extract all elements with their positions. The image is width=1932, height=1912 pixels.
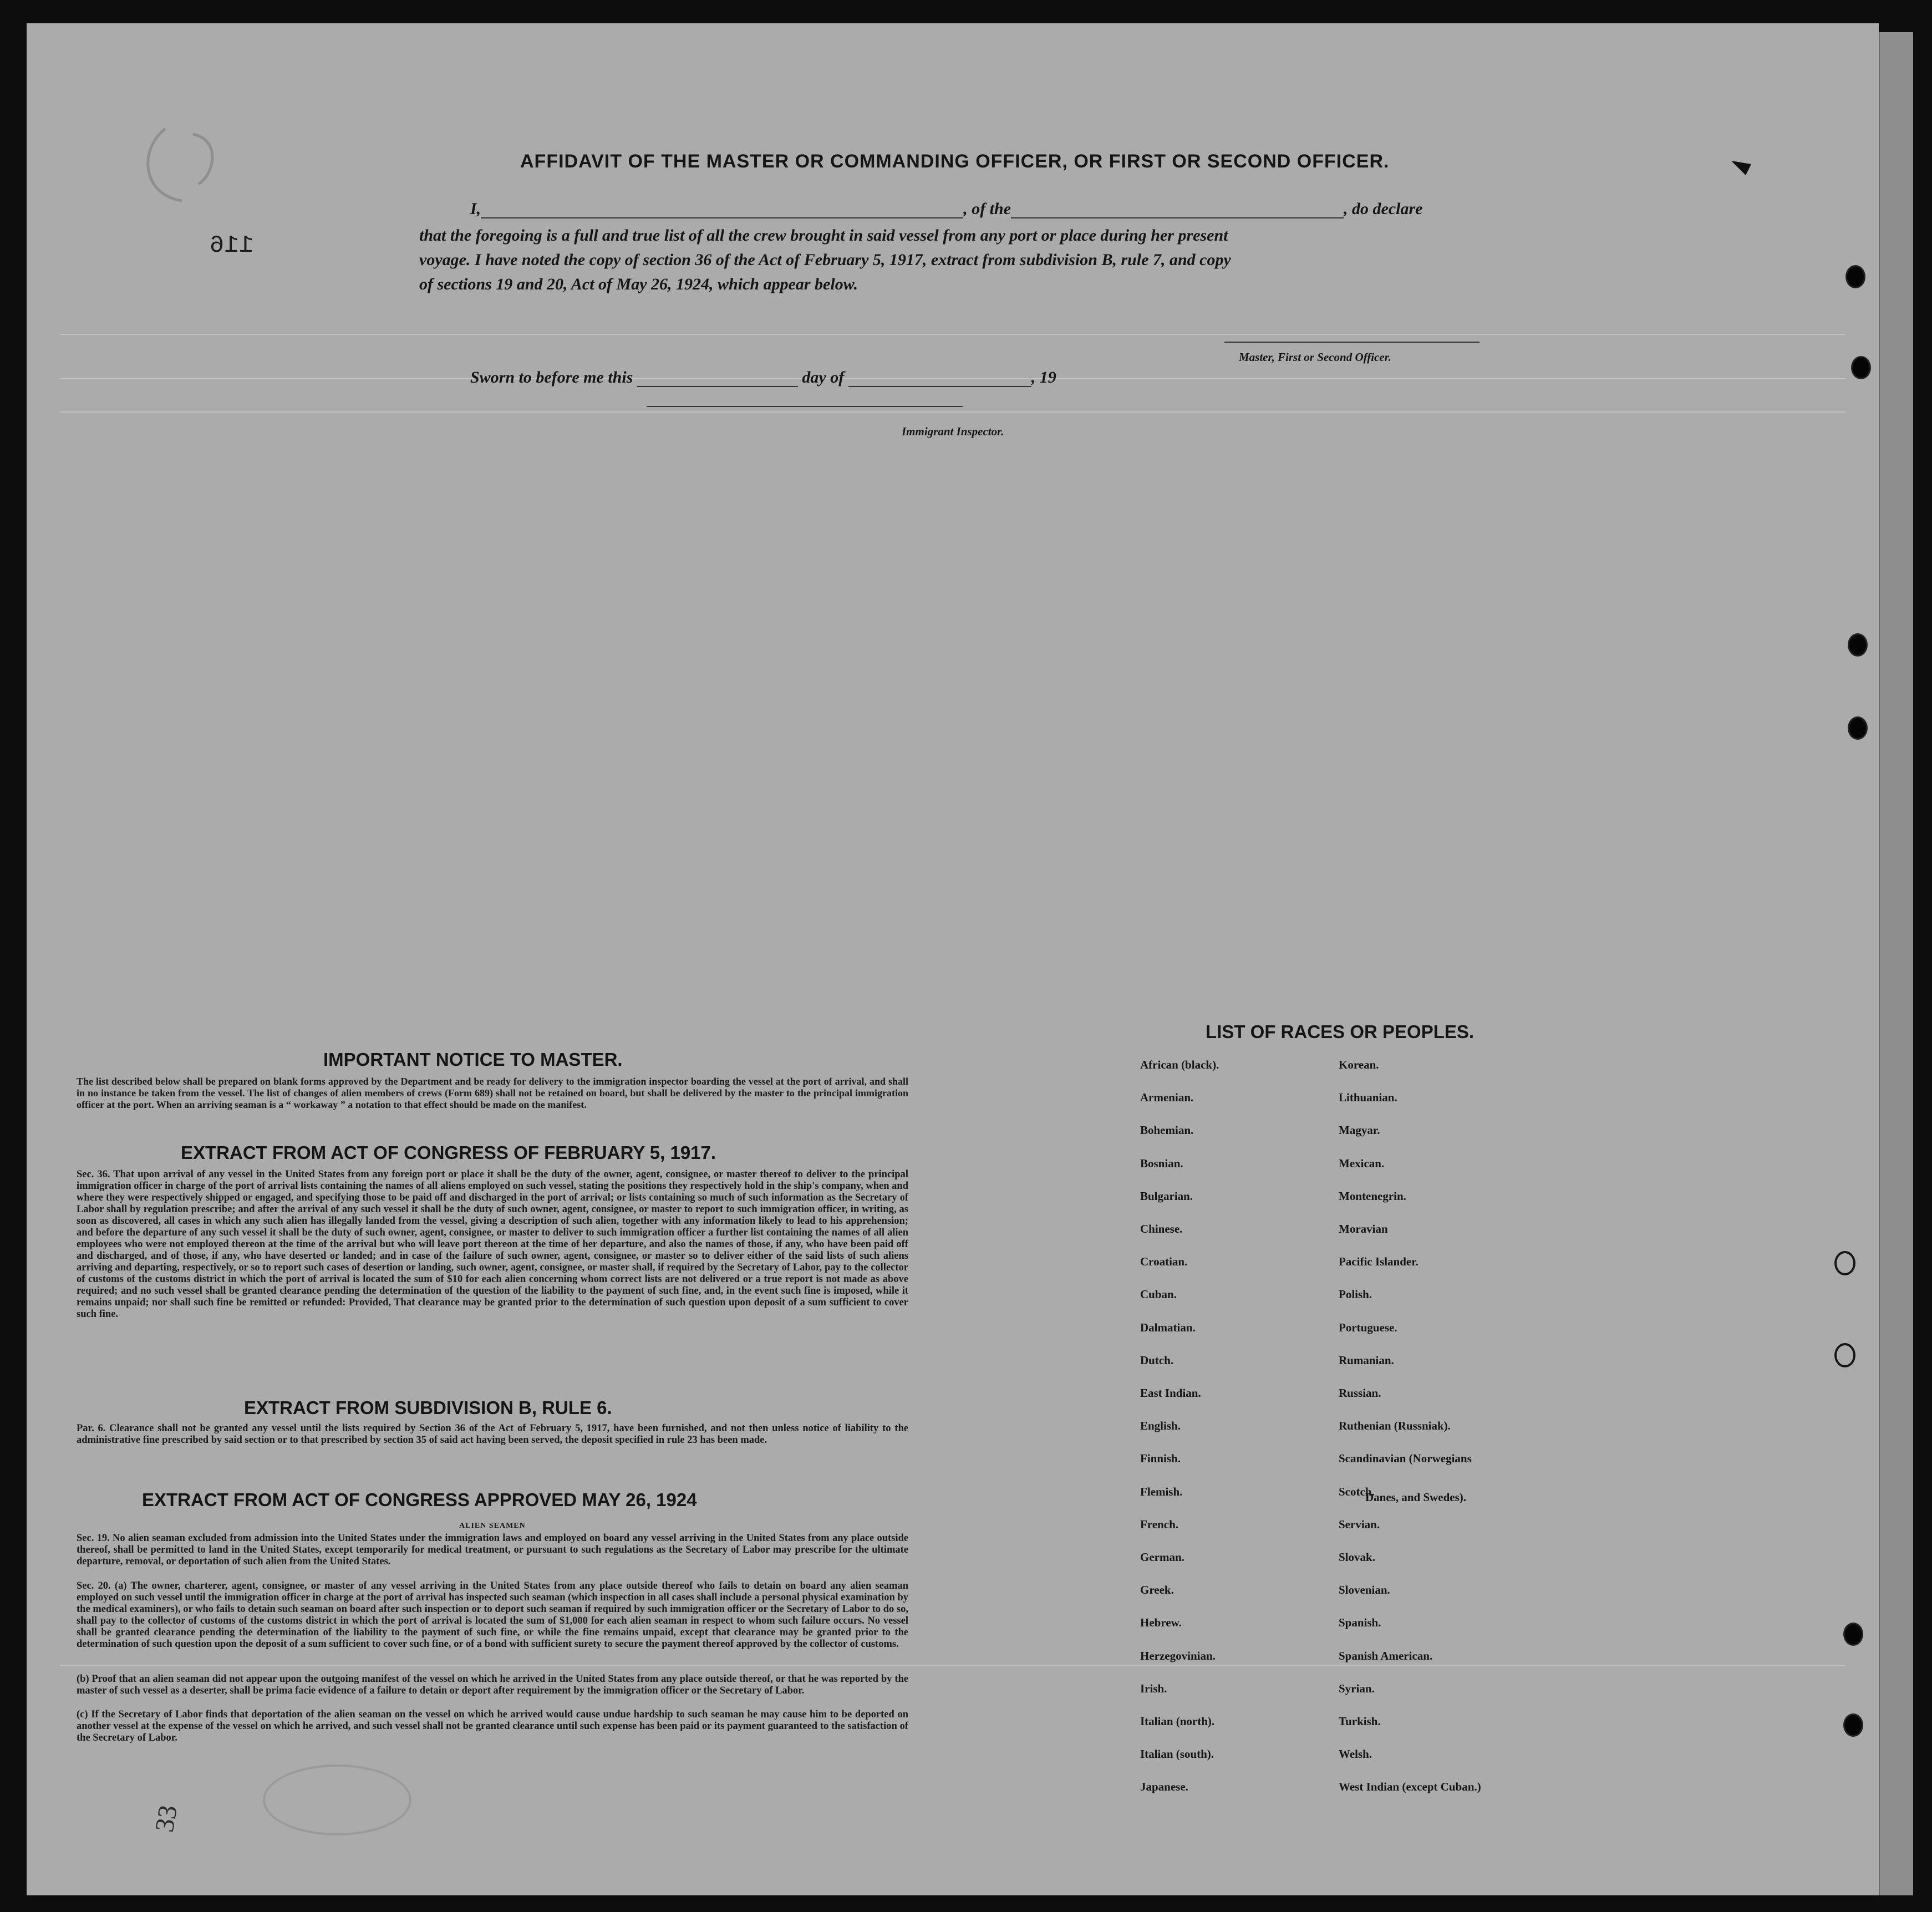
race-item: Moravian bbox=[1339, 1222, 1388, 1235]
race-item: Korean. bbox=[1339, 1058, 1379, 1071]
handwritten-page-number: 33 bbox=[149, 1803, 184, 1834]
race-item: Dutch. bbox=[1140, 1354, 1174, 1367]
race-item: Turkish. bbox=[1339, 1715, 1381, 1728]
race-item: Bulgarian. bbox=[1140, 1189, 1193, 1203]
race-item: Chinese. bbox=[1140, 1222, 1183, 1235]
race-item: Finnish. bbox=[1140, 1452, 1181, 1465]
race-item: Montenegrin. bbox=[1339, 1189, 1406, 1203]
inspector-label: Immigrant Inspector. bbox=[902, 425, 1004, 438]
affidavit-of-the-label: , of the bbox=[963, 200, 1011, 218]
race-item: Slovak. bbox=[1339, 1550, 1375, 1564]
bleed-through-line bbox=[60, 1665, 1845, 1666]
punch-hole bbox=[1834, 1343, 1855, 1367]
inspector-signature-blank[interactable] bbox=[647, 406, 963, 407]
races-heading: LIST OF RACES OR PEOPLES. bbox=[1206, 1021, 1475, 1042]
extract-rule6-text: Par. 6. Clearance shall not be granted any vessel until the lists required by Section 36 of the Act of February 5, 1917, have been furnished, and not then unless notice of liability to the administrative fine prescribed by said section or to that prescribed by section 35 of said act having been served, the deposit specified in rule 23 has been made. bbox=[77, 1423, 908, 1446]
race-item: English. bbox=[1140, 1419, 1181, 1432]
race-item: Greek. bbox=[1140, 1583, 1174, 1596]
race-item: Italian (south). bbox=[1140, 1747, 1214, 1761]
race-item: Mexican. bbox=[1339, 1157, 1385, 1170]
extract-1917-text bbox=[77, 1169, 908, 1320]
faint-stamp bbox=[263, 1764, 411, 1835]
sec-36-label: Sec. 36. bbox=[77, 1169, 110, 1180]
extract-rule6-heading: EXTRACT FROM SUBDIVISION B, RULE 6. bbox=[244, 1397, 612, 1418]
race-item: Spanish. bbox=[1339, 1616, 1381, 1629]
sec-20c-text: (c) If the Secretary of Labor finds that deportation of the alien seaman on the vessel on which he arrived would cause undue hardship to such seaman he may cause him to be deported on another vessel at the expense of the vessel on which he arrived, and such vessel shall not be granted clearance until such expense has been paid or its payment guaranteed to the satisfaction of the Secretary of Labor. bbox=[77, 1709, 908, 1743]
punch-hole bbox=[1848, 716, 1868, 740]
extract-1917-heading: EXTRACT FROM ACT OF CONGRESS OF FEBRUARY 5, 1917. bbox=[181, 1142, 716, 1163]
race-item: East Indian. bbox=[1140, 1386, 1201, 1400]
race-item: Servian. bbox=[1339, 1518, 1380, 1531]
affidavit-i-label: I, bbox=[470, 200, 481, 218]
race-item: Welsh. bbox=[1339, 1747, 1372, 1761]
punch-hole bbox=[1845, 265, 1865, 288]
alien-seamen-subheading: ALIEN SEAMEN bbox=[459, 1522, 526, 1530]
punch-hole bbox=[1848, 633, 1868, 657]
race-item: Portuguese. bbox=[1339, 1321, 1397, 1334]
race-item: Irish. bbox=[1140, 1682, 1167, 1695]
race-item: Cuban. bbox=[1140, 1288, 1177, 1301]
vessel-name-blank[interactable] bbox=[1011, 217, 1344, 218]
sec-20a-text: Sec. 20. (a) The owner, charterer, agent, consignee, or master of any vessel arriving in the United States from any place outside thereof who fails to detain on board any alien seaman employed on such vessel until the immigration officer in charge at the port of arrival has inspected such seaman (which inspection in all cases shall include a personal physical examination by the medical examiners), or who fails to detain such seaman on board after such inspection or to deport such seaman if required by such immigration officer or the Secretary of Labor to do so, shall pay to the collector of customs of the customs district in which the port of arrival is located the sum of $1,000 for each alien seaman in respect to whom such failure occurs. No vessel shall be granted clearance pending the determination of the liability to the payment of such fine, or while the fine remains unpaid, except that clearance may be granted prior to the determination of such question upon the deposit of a sum sufficient to cover such fine, or of a bond with sufficient surety to secure the payment thereof approved by the collector of customs. bbox=[77, 1580, 908, 1650]
master-signature-blank[interactable] bbox=[1224, 342, 1479, 343]
punch-hole bbox=[1834, 1251, 1855, 1275]
declarant-name-blank[interactable] bbox=[481, 217, 963, 218]
pencil-scribble bbox=[132, 118, 232, 212]
race-item: Syrian. bbox=[1339, 1682, 1375, 1695]
race-item: Magyar. bbox=[1339, 1123, 1380, 1137]
sec-36-body: That upon arrival of any vessel in the United States from any foreign port or place it shall be the duty of the owner, agent, consignee, or master thereof to deliver to the principal immigration officer in charge of the port of arrival lists containing the names of all aliens employed on such vessel, stating the positions they respectively hold in the ship's company, when and where they were respectively shipped or engaged, and specifying those to be paid off and discharged in the port of arrival; or lists containing so much of such information as the Secretary of Labor shall by regulation prescribe; and after the arrival of any such vessel it shall be the duty of such owner, agent, consignee, or master to report to such immigration officer, in writing, as soon as discovered, all cases in which any such alien has illegally landed from the vessel, giving a description of such alien, together with any information likely to lead to his apprehension; and before the departure of any such vessel it shall be the duty of such owner, agent, consignee, or master to deliver to such immigration officer a further list containing the names of all alien employees who were not employed thereon at the time of the arrival but who will leave port thereon at the time of her departure, and also the names of those, if any, who have been paid off and discharged, and of those, if any, who have deserted or landed; and in case of the failure of such owner, agent, consignee, or master so to deliver either of the said lists of such aliens arriving and departing, respectively, or so to report such cases of desertion or landing, such owner, agent, consignee, or master shall, if required by the Secretary of Labor, pay to the collector of customs of the customs district in which the port of arrival is located the sum of $10 for each alien concerning whom correct lists are not delivered or a true report is not made as above required; and no such vessel shall be granted clearance pending the determination of the question of the liability to the payment of such fine, and, in the event such fine is imposed, while it remains unpaid; nor shall such fine be remitted or refunded: Provided, That clearance may be granted prior to the determination of such question upon deposit of a sum sufficient to cover such fine. bbox=[77, 1169, 908, 1320]
race-item: Scotch. bbox=[1339, 1485, 1375, 1498]
underlying-page-edge bbox=[1879, 32, 1913, 1895]
sec-20b-text: (b) Proof that an alien seaman did not appear upon the outgoing manifest of the vessel on which he arrived in the United States from any place outside thereof, or that he was reported by the master of such vessel as a deserter, shall be prima facie evidence of a failure to detain or deport after requirement by the immigration officer or the Secretary of Labor. bbox=[77, 1674, 908, 1696]
race-item: Dalmatian. bbox=[1140, 1321, 1196, 1334]
race-item: Rumanian. bbox=[1339, 1354, 1394, 1367]
corner-mark-icon bbox=[1729, 156, 1762, 179]
race-item: Scandinavian (Norwegians bbox=[1339, 1452, 1472, 1465]
race-item: Russian. bbox=[1339, 1386, 1381, 1400]
race-item: Herzegovinian. bbox=[1140, 1649, 1216, 1662]
race-item: Pacific Islander. bbox=[1339, 1255, 1419, 1268]
affidavit-declare-label: , do declare bbox=[1344, 200, 1423, 218]
race-item: Hebrew. bbox=[1140, 1616, 1182, 1629]
race-item: Japanese. bbox=[1140, 1780, 1188, 1793]
extract-1924-heading: EXTRACT FROM ACT OF CONGRESS APPROVED MAY 26, 1924 bbox=[142, 1489, 697, 1510]
manifest-page bbox=[27, 23, 1879, 1895]
race-item: French. bbox=[1140, 1518, 1179, 1531]
race-item: Polish. bbox=[1339, 1288, 1372, 1301]
race-item: Ruthenian (Russniak). bbox=[1339, 1419, 1451, 1432]
affidavit-line-3: voyage. I have noted the copy of section 36 of the Act of February 5, 1917, extract from subdivision B, rule 7, and copy bbox=[419, 251, 1231, 269]
race-item: African (black). bbox=[1140, 1058, 1219, 1071]
sec-19-text: Sec. 19. No alien seaman excluded from admission into the United States under the immigration laws and employed on board any vessel arriving in the United States from any place outside thereof, shall be permitted to land in the United States, except temporarily for medical treatment, or pursuant to such regulations as the Secretary of Labor may prescribe for the ultimate departure, removal, or deportation of such alien from the United States. bbox=[77, 1533, 908, 1567]
sworn-day-blank[interactable] bbox=[637, 386, 798, 387]
punch-hole bbox=[1851, 356, 1871, 379]
bleed-through-line bbox=[60, 334, 1845, 335]
race-item: Croatian. bbox=[1140, 1255, 1188, 1268]
sworn-prefix: Sworn to before me this bbox=[470, 368, 633, 387]
race-item: Spanish American. bbox=[1339, 1649, 1433, 1662]
punch-hole bbox=[1843, 1713, 1863, 1737]
sworn-month-blank[interactable] bbox=[848, 386, 1031, 387]
bleed-through-line bbox=[60, 411, 1845, 413]
notice-text: The list described below shall be prepared on blank forms approved by the Department and be ready for delivery to the immigration inspector boarding the vessel at the port of arrival, and shall in no instance be taken from the vessel. The list of changes of alien members of crews (Form 689) shall not be retained on board, but shall be delivered by the master to the principal immigration officer at the port. When an arriving seaman is a “ workaway ” a notation to that effect should be made on the manifest. bbox=[77, 1076, 908, 1110]
race-item: Bosnian. bbox=[1140, 1157, 1183, 1170]
race-item: Lithuanian. bbox=[1339, 1091, 1397, 1104]
race-item: West Indian (except Cuban.) bbox=[1339, 1780, 1481, 1793]
race-item: Flemish. bbox=[1140, 1485, 1183, 1498]
affidavit-line-4: of sections 19 and 20, Act of May 26, 1924, which appear below. bbox=[419, 275, 858, 293]
affidavit-line-2: that the foregoing is a full and true list of all the crew brought in said vessel from any port or place during her present bbox=[419, 226, 1228, 245]
sworn-year-label: , 19 bbox=[1031, 368, 1056, 387]
sworn-line bbox=[470, 368, 1056, 387]
affidavit-title: AFFIDAVIT OF THE MASTER OR COMMANDING OFFICER, OR FIRST OR SECOND OFFICER. bbox=[520, 151, 1390, 172]
notice-heading: IMPORTANT NOTICE TO MASTER. bbox=[323, 1049, 623, 1070]
race-item: German. bbox=[1140, 1550, 1184, 1564]
race-item: Bohemian. bbox=[1140, 1123, 1194, 1137]
affidavit-line-1 bbox=[470, 200, 1422, 218]
master-signature-label: Master, First or Second Officer. bbox=[1239, 350, 1391, 364]
stamp-number: 116 bbox=[210, 232, 254, 260]
sworn-day-label: day of bbox=[802, 368, 845, 387]
race-item: Armenian. bbox=[1140, 1091, 1194, 1104]
race-item: Italian (north). bbox=[1140, 1715, 1215, 1728]
race-continuation: Danes, and Swedes). bbox=[1365, 1491, 1467, 1504]
race-item: Slovenian. bbox=[1339, 1583, 1390, 1596]
punch-hole bbox=[1843, 1623, 1863, 1646]
